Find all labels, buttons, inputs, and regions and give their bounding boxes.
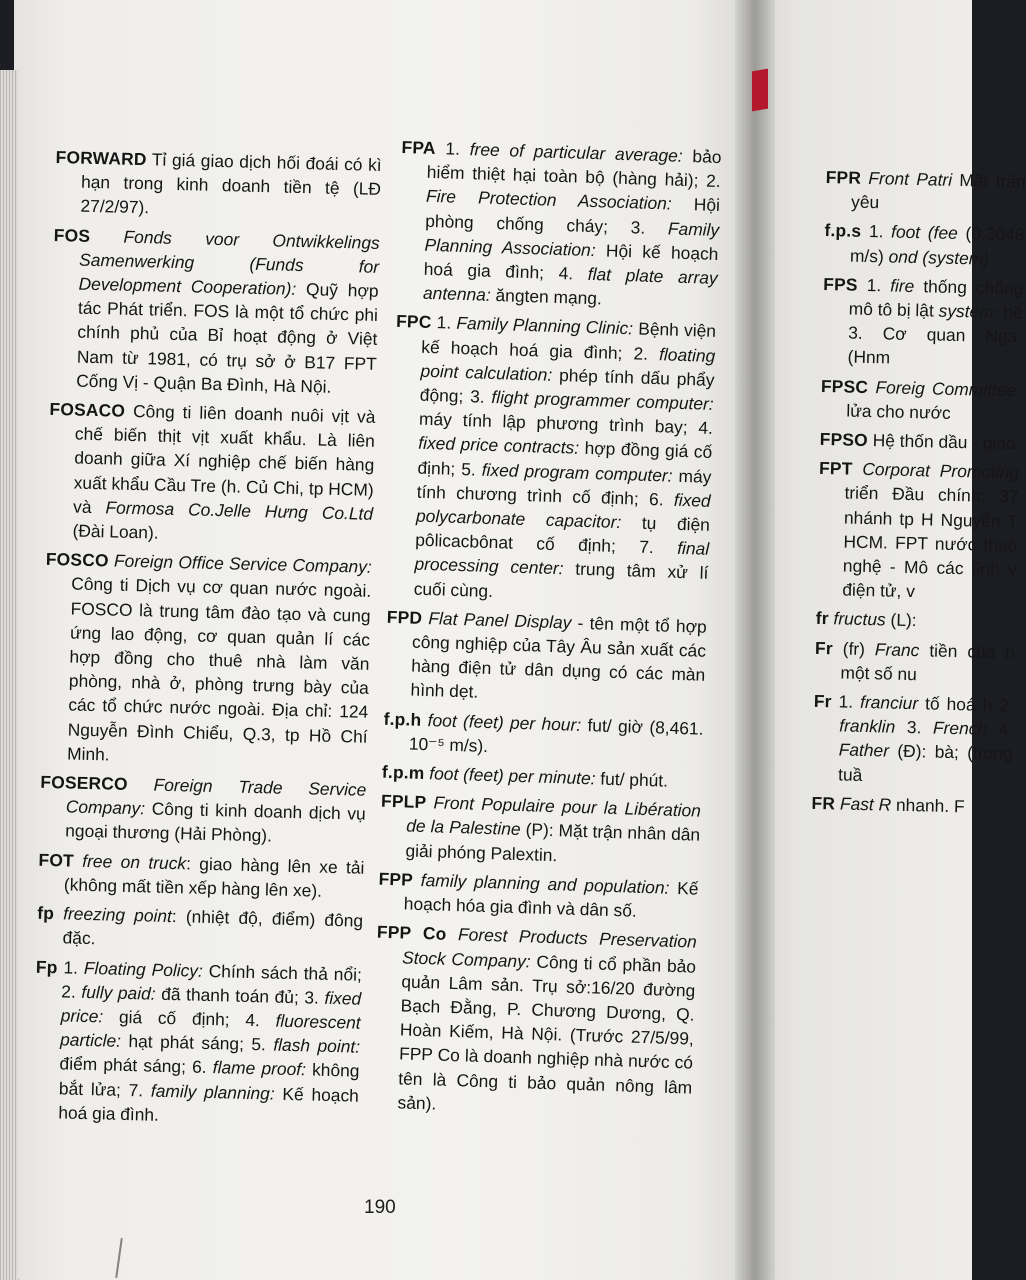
entry-definition-text: phép tính dấu phẩy động; 3.	[419, 364, 715, 407]
page-stack-edge	[0, 70, 18, 1280]
entry-term-italic: free on truck	[82, 850, 187, 874]
entry-headword: FOS	[53, 224, 91, 246]
entry-definition-text	[90, 225, 124, 246]
entry-term-italic: Foreig Committee:	[875, 376, 1022, 401]
entry-term-italic: Front Patri	[868, 167, 953, 190]
entry-definition-text: Mặt trận yêu	[850, 169, 1026, 213]
entry-definition-text: (fr)	[832, 637, 876, 659]
entry-term-italic: Floating Policy:	[83, 957, 204, 981]
entry-headword: f.p.m	[381, 761, 425, 784]
dictionary-entry	[50, 223, 380, 400]
dictionary-entry	[36, 901, 363, 957]
entry-headword: FR	[811, 792, 836, 814]
entry-definition-text: hạt phát sáng; 5.	[120, 1030, 274, 1055]
entry-definition-text: 3.	[895, 716, 934, 738]
dictionary-entry	[824, 218, 1025, 271]
entry-term-italic: Flat Panel Display	[428, 607, 572, 633]
entry-term-italic: flame proof:	[212, 1057, 307, 1080]
entry-definition-text: Công ti Dịch vụ cơ quan nước ngoài. FOSCO là trung tâm đào tạo và cung ứng lao động, cơ quan quản lí các hợp đồng cho thuê nhà làm văn phòng, nhà ở, phòng trưng bày của các tổ chức nước ngoài. Địa chỉ: 124 Nguyễn Đình Chiểu, Q.3, tp Hồ Chí Minh.	[66, 573, 372, 765]
entry-term-italic: Corporat Promoting	[862, 459, 1020, 483]
dictionary-entry	[811, 791, 1011, 820]
entry-term-italic: fully paid:	[81, 981, 156, 1004]
entry-term-italic: foot (feet) per minute:	[429, 763, 596, 789]
dictionary-entry	[812, 689, 1014, 790]
entry-headword: FPP	[378, 868, 414, 890]
entry-headword: FPD	[386, 606, 423, 628]
entry-definition-text: - tên một tổ hợp công nghiệp của Tây Âu sản xuất các hàng điện tử dân dụng có các màn hình dẹt.	[410, 612, 708, 703]
entry-definition-text: nhanh. F	[890, 794, 965, 817]
entry-definition-text: 1.	[861, 221, 892, 242]
entry-definition-text: Bệnh viện kế hoạch hoá gia đình; 2.	[421, 318, 717, 364]
entry-term-italic: ond (system)	[888, 246, 990, 269]
dictionary-entry	[387, 309, 716, 609]
entry-definition-text: (P): Mặt trận nhân dân giải phóng Palextin.	[405, 819, 701, 865]
entry-term-italic: final processing center:	[414, 538, 710, 579]
entry-headword: FOSACO	[49, 398, 126, 421]
page-number: 190	[364, 1197, 396, 1218]
entry-definition-text: bảo hiểm thiệt hại toàn bộ (hàng hải); 2.	[426, 145, 722, 192]
entry-term-italic: flat plate array antenna:	[422, 263, 718, 306]
entry-definition-text: tố hoá h 2.	[917, 693, 1015, 716]
dictionary-entry	[377, 867, 698, 925]
entry-definition-text: Hội kế hoạch hoá gia đình; 4.	[423, 239, 719, 284]
dictionary-column-right	[811, 165, 1026, 824]
entry-term-italic: Forest Products Preservation Stock Company:	[401, 924, 698, 971]
entry-definition-text: hợp đồng giá cố định; 5.	[417, 438, 713, 480]
entry-headword: FPS	[823, 273, 858, 295]
entry-definition-text: tiền của n một số nu	[840, 639, 1016, 685]
entry-term-italic: flash point:	[273, 1034, 361, 1057]
entry-definition-text: máy tính chương trình cố định; 6.	[416, 465, 712, 510]
dictionary-entry	[825, 165, 1026, 218]
entry-definition-text: không bắt lửa; 7.	[58, 1059, 360, 1101]
entry-definition-text: Công ti liên doanh nuôi vịt và chế biến thịt vịt xuất khẩu. Là liên doanh giữa Xí nghiệp chế biến hàng xuất khẩu Cầu Tre (h. Củ Chi, tp HCM) và	[72, 400, 376, 518]
entry-definition-text	[54, 903, 64, 923]
entry-headword: Fr	[813, 690, 832, 712]
entry-definition-text: tụ điện pôlicacbônat cố định; 7.	[414, 512, 711, 559]
entry-term-italic: Fonds voor Ontwikkelings Samenwerking (Funds for Development Cooperation):	[78, 226, 380, 299]
entry-term-italic: family planning:	[150, 1080, 275, 1104]
entry-headword: FPLP	[380, 790, 427, 813]
bookmark-ribbon	[752, 69, 768, 112]
entry-term-italic: flight programmer computer:	[491, 386, 715, 414]
dictionary-column-middle	[371, 135, 722, 1128]
entry-definition-text: Hội phòng chống cháy; 3.	[425, 193, 721, 239]
entry-headword: FPR	[825, 166, 862, 188]
entry-definition-text: (0,3048 m/s)	[849, 223, 1025, 267]
entry-definition-text: fut/ giờ (8,461. 10⁻⁵ m/s).	[408, 714, 704, 756]
dictionary-entry	[39, 770, 367, 851]
dictionary-entry	[816, 456, 1019, 606]
entry-term-italic: franklin	[839, 715, 896, 737]
entry-definition-text: 1.	[857, 274, 891, 296]
entry-definition-text: lửa cho nước	[846, 400, 951, 423]
entry-term-italic: system:	[938, 300, 999, 322]
entry-term-italic: Family Planning Clinic:	[456, 313, 634, 339]
entry-term-italic: Franc	[874, 638, 920, 660]
entry-definition-text: 1.	[435, 138, 471, 160]
entry-definition-text: máy tính lập phương trình bay; 4.	[418, 408, 714, 439]
entry-term-italic: fluorescent particle:	[59, 1010, 361, 1051]
entry-term-italic: foot (fee	[890, 221, 959, 244]
entry-headword: FPSO	[819, 428, 869, 451]
entry-headword: FPA	[401, 136, 437, 159]
entry-definition-text: Tỉ giá giao dịch hối đoái có kì hạn trong kinh doanh tiền tệ (LĐ 27/2/97).	[80, 149, 382, 218]
entry-definition-text: thống chống mô tô bị lật	[848, 275, 1024, 321]
entry-headword: FPC	[395, 311, 432, 333]
entry-term-italic: Family Planning Association:	[424, 218, 720, 260]
entry-definition-text: Kế hoạch hóa gia đình và dân số.	[403, 877, 699, 921]
entry-headword: f.p.h	[383, 708, 422, 730]
entry-term-italic: Foreign Trade Service Company:	[65, 774, 367, 819]
entry-term-italic: free of particular average:	[469, 139, 684, 166]
entry-term-italic: fire	[889, 275, 915, 296]
entry-term-italic: French	[932, 717, 988, 740]
entry-headword: f.p.s	[824, 220, 862, 242]
entry-definition-text: (Đài Loan).	[72, 520, 159, 543]
dictionary-column-left	[32, 145, 382, 1137]
entry-definition-text: (Đ): bà; (trong tuầ	[837, 741, 1013, 785]
entry-definition-text	[128, 774, 154, 795]
entry-term-italic: Father	[838, 739, 890, 762]
entry-term-italic: fixed price:	[60, 987, 362, 1027]
dictionary-entry	[814, 636, 1015, 689]
dictionary-entry	[371, 920, 697, 1124]
entry-definition-text: 1.	[831, 691, 861, 712]
entry-headword: FPP Co	[376, 921, 447, 945]
book-gutter	[735, 0, 775, 1280]
dictionary-entry	[383, 706, 704, 764]
entry-term-italic: Fast R	[839, 793, 892, 815]
entry-term-italic: Fire Protection Association:	[425, 186, 673, 214]
entry-definition-text: ăngten mạng.	[490, 285, 603, 309]
entry-term-italic: Foreign Office Service Company:	[113, 550, 373, 578]
entry-definition-text: Công ti cổ phần bảo quản Lâm sản. Trụ sở:16/20 đường Bạch Đằng, P. Chương Dương, Q. Hoàn Kiếm, Hà Nội. (Trước 27/5/99, FPP Co là doanh nghiệp nhà nước có tên là Công ti bảo quản nông lâm sản).	[397, 950, 697, 1114]
entry-definition-text: giá cố định; 4.	[103, 1006, 276, 1031]
entry-term-italic: fixed polycarbonate capacitor:	[415, 489, 711, 533]
entry-headword: Fr	[814, 637, 834, 658]
entry-term-italic: fixed program computer:	[481, 459, 673, 486]
entry-term-italic: fixed price contracts:	[418, 433, 580, 459]
dictionary-entry	[32, 954, 362, 1131]
dictionary-entry	[46, 397, 375, 550]
dictionary-entry	[54, 145, 382, 226]
dictionary-entry	[379, 789, 701, 872]
dictionary-entry	[820, 374, 1021, 427]
entry-definition-text: 4.	[986, 719, 1014, 740]
entry-definition-text: Quỹ hợp tác Phát triển. FOS là một tổ chức phi chính phủ của Bỉ hoạt động ở Việt Nam từ 1981, có trụ sở ở B17 FPT Cống Vị - Quận Ba Đình, Hà Nội.	[76, 278, 379, 397]
dictionary-entry	[820, 427, 1020, 456]
entry-term-italic: family planning and population:	[420, 869, 670, 898]
entry-term-italic: franciur	[859, 691, 919, 714]
entry-definition-text: (L):	[885, 609, 917, 631]
entry-headword: Fp	[35, 956, 58, 977]
entry-headword: FORWARD	[55, 146, 147, 170]
entry-headword: fp	[36, 902, 55, 924]
entry-term-italic: floating point calculation:	[420, 343, 716, 385]
entry-definition-text: Kế hoạch hoá gia đình.	[58, 1083, 360, 1125]
entry-definition-text: fut/ phút.	[595, 768, 669, 791]
entry-headword: FOT	[38, 849, 75, 871]
dictionary-entry	[815, 606, 1015, 635]
entry-definition-text: Chính sách thả nổi; 2.	[61, 960, 363, 1002]
entry-definition-text: 1.	[57, 956, 85, 978]
entry-definition-text: điểm phát sáng; 6.	[59, 1053, 214, 1078]
dictionary-entry	[41, 547, 372, 773]
entry-term-italic: Formosa Co.Jelle Hưng Co.Ltd	[105, 497, 374, 524]
dictionary-entry	[382, 760, 703, 794]
dictionary-entry	[397, 135, 722, 314]
entry-term-italic: freezing point	[62, 903, 173, 927]
entry-headword: FPT	[818, 458, 853, 479]
entry-headword: FOSERCO	[40, 771, 129, 795]
entry-definition-text: hệ 3. Cơ quan Nga. (Hnm	[847, 301, 1023, 368]
entry-definition-text	[446, 924, 458, 944]
entry-definition-text: Công ti kinh doanh dịch vụ ngoại thương (Hải Phòng).	[65, 798, 366, 846]
entry-headword: FOSCO	[45, 549, 109, 571]
dictionary-entry	[821, 272, 1023, 373]
entry-definition-text: : (nhiệt độ, điểm) đông đặc.	[62, 906, 364, 949]
entry-definition-text: 1.	[431, 312, 457, 334]
entry-definition-text: Hệ thốn dầu - giao	[867, 430, 1017, 454]
entry-definition-text: trung tâm xử lí cuối cùng.	[413, 558, 709, 601]
entry-term-italic: Front Populaire pour la Libération de la Palestine	[405, 792, 702, 840]
entry-term-italic: fructus	[833, 608, 886, 630]
entry-term-italic: foot (feet) per hour:	[427, 709, 582, 735]
dictionary-entry	[38, 847, 365, 903]
entry-definition-text: triển Đầu chính: 37 nhánh tp H Nguyễn T HCM. FPT nước thuộ nghệ - Mô các lĩnh v điện tử, v	[842, 482, 1019, 602]
dictionary-entry	[384, 605, 707, 712]
entry-definition-text: đã thanh toán đủ; 3.	[155, 983, 325, 1008]
entry-headword: FPSC	[820, 375, 869, 397]
entry-definition-text: : giao hàng lên xe tải (không mất tiền xếp hàng lên xe).	[63, 853, 365, 901]
entry-headword: fr	[815, 608, 829, 629]
